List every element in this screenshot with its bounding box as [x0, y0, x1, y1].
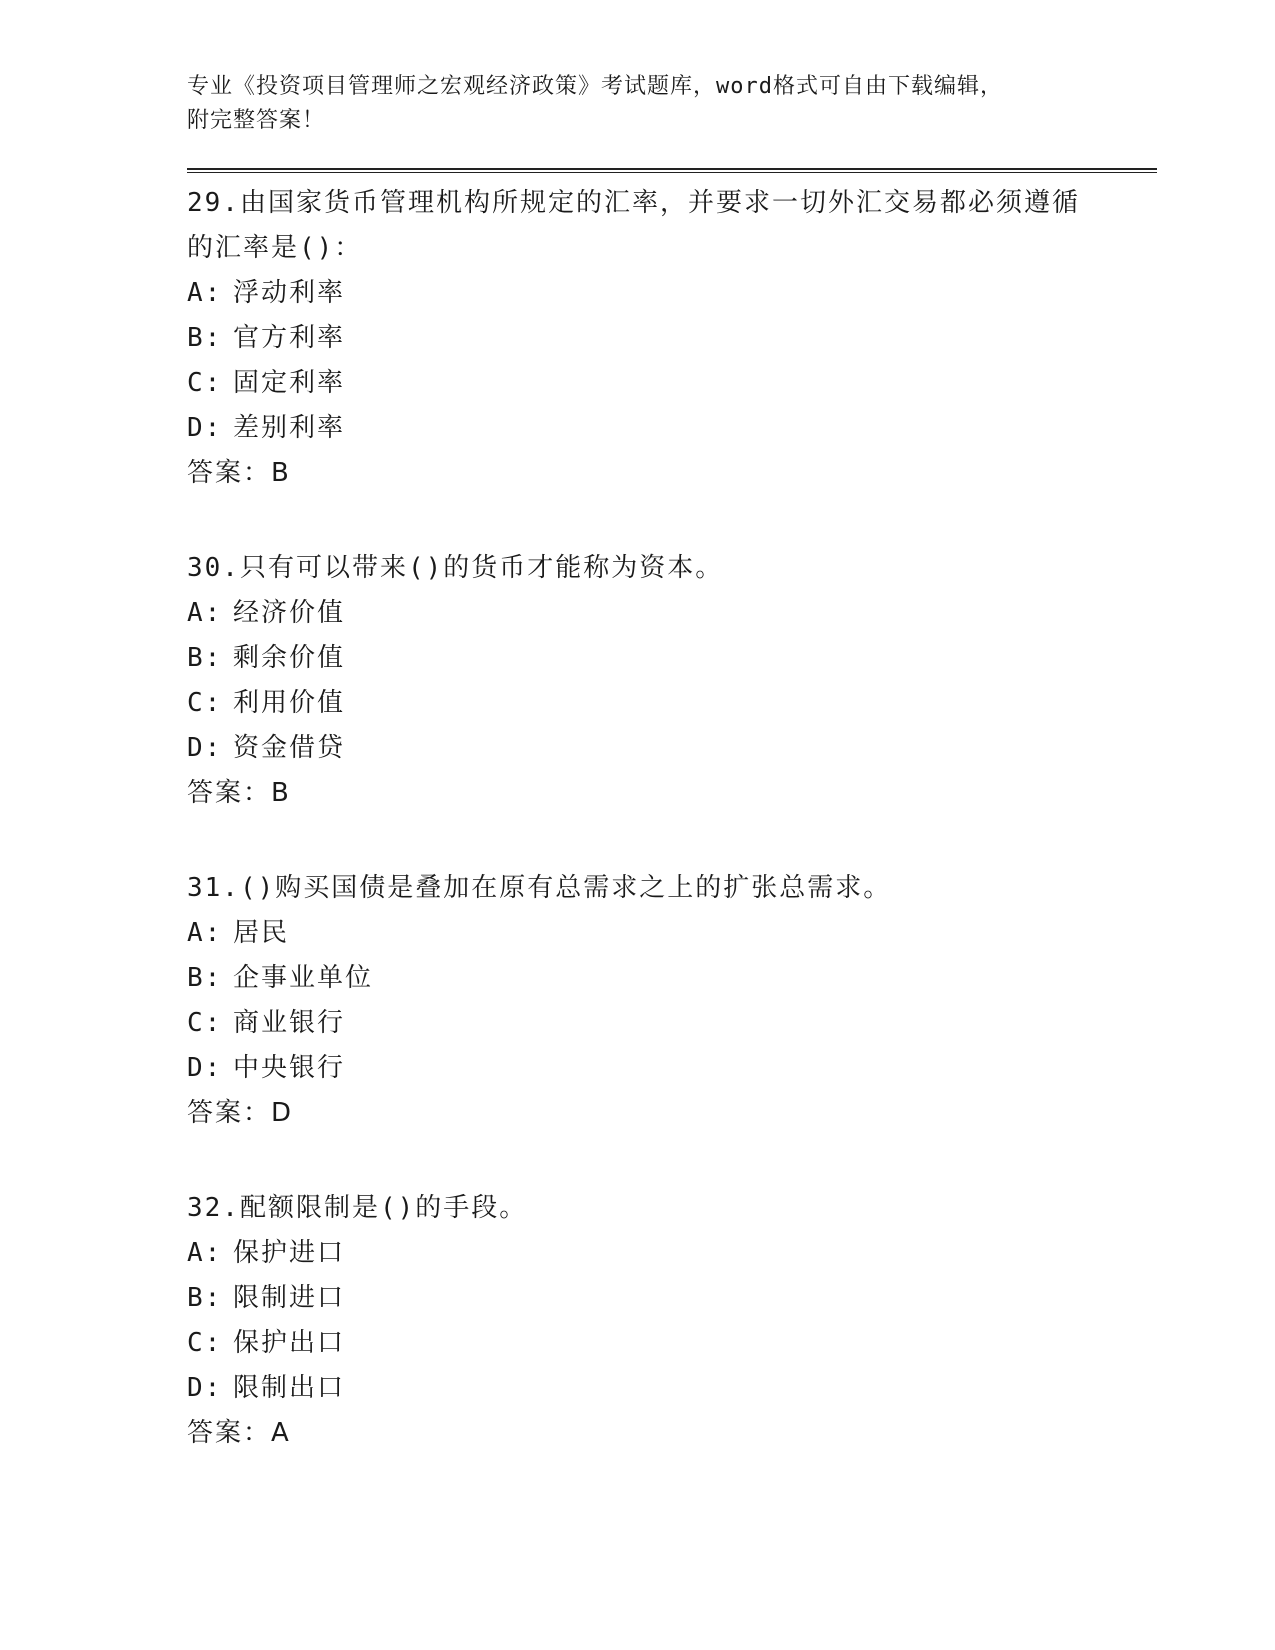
option-text: 保护出口	[233, 1328, 346, 1358]
option-c	[187, 361, 1157, 406]
option-key: D:	[187, 733, 223, 763]
option-a	[187, 1231, 1157, 1276]
document-intro	[187, 70, 1157, 138]
option-text: 官方利率	[233, 323, 346, 353]
intro-line-2: 附完整答案！	[187, 108, 326, 133]
option-b	[187, 956, 1157, 1001]
option-c	[187, 1001, 1157, 1046]
option-key: B:	[187, 963, 223, 993]
answer-line: 答案：B	[187, 778, 291, 808]
question-stem: 32.配额限制是()的手段。	[187, 1193, 528, 1223]
option-key: B:	[187, 643, 223, 673]
option-key: A:	[187, 918, 223, 948]
question-stem: 31.()购买国债是叠加在原有总需求之上的扩张总需求。	[187, 873, 892, 903]
answer-line: 答案：A	[187, 1418, 291, 1448]
option-b	[187, 636, 1157, 681]
option-text: 资金借贷	[233, 733, 346, 763]
option-key: D:	[187, 413, 223, 443]
option-key: C:	[187, 368, 223, 398]
option-text: 浮动利率	[233, 278, 346, 308]
option-b	[187, 1276, 1157, 1321]
option-key: C:	[187, 1008, 223, 1038]
option-key: B:	[187, 323, 223, 353]
question-30	[187, 546, 1157, 816]
option-key: B:	[187, 1283, 223, 1313]
option-key: A:	[187, 1238, 223, 1268]
question-stem: 30.只有可以带来()的货币才能称为资本。	[187, 553, 724, 583]
option-key: D:	[187, 1053, 223, 1083]
question-32	[187, 1186, 1157, 1456]
answer-line: 答案：D	[187, 1098, 294, 1128]
question-list	[187, 181, 1157, 1456]
option-text: 固定利率	[233, 368, 346, 398]
question-31	[187, 866, 1157, 1136]
option-b	[187, 316, 1157, 361]
question-29	[187, 181, 1157, 496]
header-divider	[187, 168, 1157, 173]
option-key: A:	[187, 598, 223, 628]
option-text: 保护进口	[233, 1238, 346, 1268]
option-d	[187, 726, 1157, 771]
option-text: 企事业单位	[233, 963, 374, 993]
option-key: C:	[187, 688, 223, 718]
option-text: 剩余价值	[233, 643, 346, 673]
option-d	[187, 1046, 1157, 1091]
option-text: 差别利率	[233, 413, 346, 443]
option-text: 居民	[233, 918, 290, 948]
document-page	[187, 70, 1157, 1506]
option-key: D:	[187, 1373, 223, 1403]
question-stem: 29.由国家货币管理机构所规定的汇率，并要求一切外汇交易都必须遵循的汇率是()：	[187, 188, 1080, 263]
option-c	[187, 681, 1157, 726]
option-text: 限制进口	[233, 1283, 346, 1313]
option-text: 中央银行	[233, 1053, 346, 1083]
option-text: 限制出口	[233, 1373, 346, 1403]
intro-line-1: 专业《投资项目管理师之宏观经济政策》考试题库，word格式可自由下载编辑，	[187, 74, 1003, 99]
option-a	[187, 591, 1157, 636]
option-key: C:	[187, 1328, 223, 1358]
option-text: 商业银行	[233, 1008, 346, 1038]
option-a	[187, 271, 1157, 316]
option-d	[187, 406, 1157, 451]
option-text: 经济价值	[233, 598, 346, 628]
option-key: A:	[187, 278, 223, 308]
option-a	[187, 911, 1157, 956]
option-d	[187, 1366, 1157, 1411]
option-c	[187, 1321, 1157, 1366]
answer-line: 答案：B	[187, 458, 291, 488]
option-text: 利用价值	[233, 688, 346, 718]
